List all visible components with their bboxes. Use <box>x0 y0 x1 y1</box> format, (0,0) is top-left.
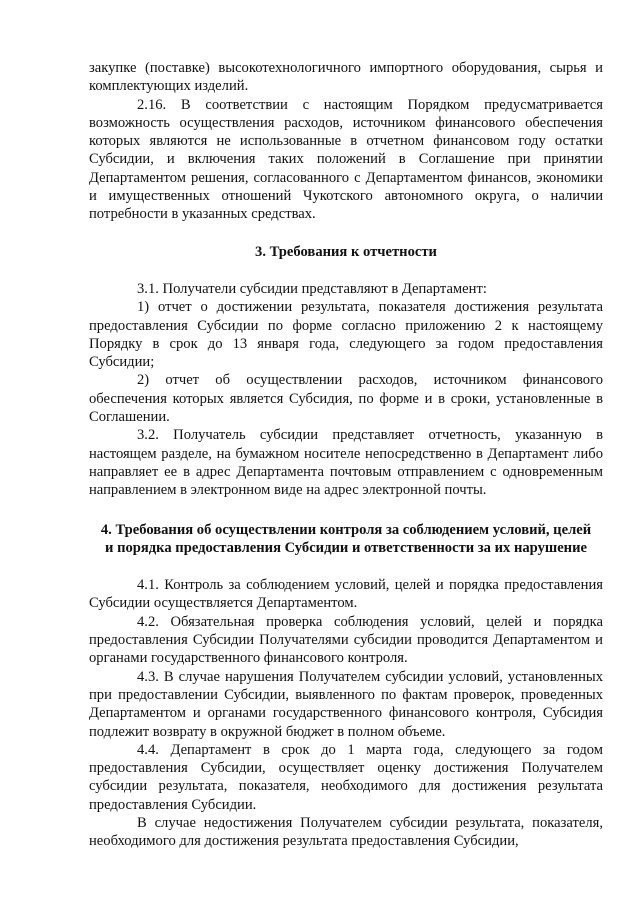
paragraph-4-2: 4.2. Обязательная проверка соблюдения условий, целей и порядка предоставления Субсидии Получателями субсидии проводится Департаментом и органами государственного финансового контроля. <box>89 613 603 667</box>
paragraph-4-3: 4.3. В случае нарушения Получателем субсидии условий, установленных при предоставлении Субсидии, выявленного по фактам проверок, проведенных Департаментом и органами государственного финансового контроля, Субсидия подлежит возврату в окружной бюджет в полном объеме. <box>89 668 603 740</box>
spacer <box>89 500 603 521</box>
section-4-heading-line2: и порядка предоставления Субсидии и ответственности за их нарушение <box>105 539 587 556</box>
spacer <box>89 557 603 576</box>
paragraph-3-1: 3.1. Получатели субсидии представляют в Департамент: <box>137 280 487 297</box>
paragraph-3-1-2: 2) отчет об осуществлении расходов, источником финансового обеспечения которых является Субсидия, по форме и в сроки, установленные в Соглашении. <box>89 372 603 426</box>
paragraph-2-16: 2.16. В соответствии с настоящим Порядком предусматривается возможность осуществления расходов, источником финансового обеспечения которых являются не использованные в отчетном финансовом году остатки Субсидии, и включения таких положений в Соглашение при принятии Департаментом решения, согласованного с Департаментом финансов, экономики и имущественных отношений Чукотского автономного округа, о наличии потребности в указанных средствах. <box>89 96 603 223</box>
document-page <box>89 59 603 851</box>
section-4-heading-line1: 4. Требования об осуществлении контроля за соблюдением условий, целей <box>100 521 592 538</box>
section-3-heading: 3. Требования к отчетности <box>255 243 437 260</box>
spacer <box>89 224 603 243</box>
paragraph-continuation: закупке (поставке) высокотехнологичного импортного оборудования, сырья и комплектующих изделий. <box>89 60 603 95</box>
paragraph-3-2: 3.2. Получатель субсидии представляет отчетность, указанную в настоящем разделе, на бумажном носителе непосредственно в Департамент либо направляет ее в адрес Департамента почтовым отправлением с одновременным направлением в электронном виде на адрес электронной почты. <box>89 427 603 499</box>
paragraph-3-1-1: 1) отчет о достижении результата, показателя достижения результата предоставления Субсидии по форме согласно приложению 2 к настоящему Порядку в срок до 13 января года, следующего за годом предоставления Субсидии; <box>89 299 603 371</box>
section-4-heading <box>89 521 603 558</box>
paragraph-4-1: 4.1. Контроль за соблюдением условий, целей и порядка предоставления Субсидии осуществляется Департаментом. <box>89 577 603 612</box>
spacer <box>89 261 603 280</box>
paragraph-4-5: В случае недостижения Получателем субсидии результата, показателя, необходимого для достижения результата предоставления Субсидии, <box>89 814 603 850</box>
paragraph-4-4: 4.4. Департамент в срок до 1 марта года, следующего за годом предоставления Субсидии, осуществляет оценку достижения Получателем субсидии результата, показателя, необходимого для достижения результата предоставления Субсидии. <box>89 741 603 813</box>
